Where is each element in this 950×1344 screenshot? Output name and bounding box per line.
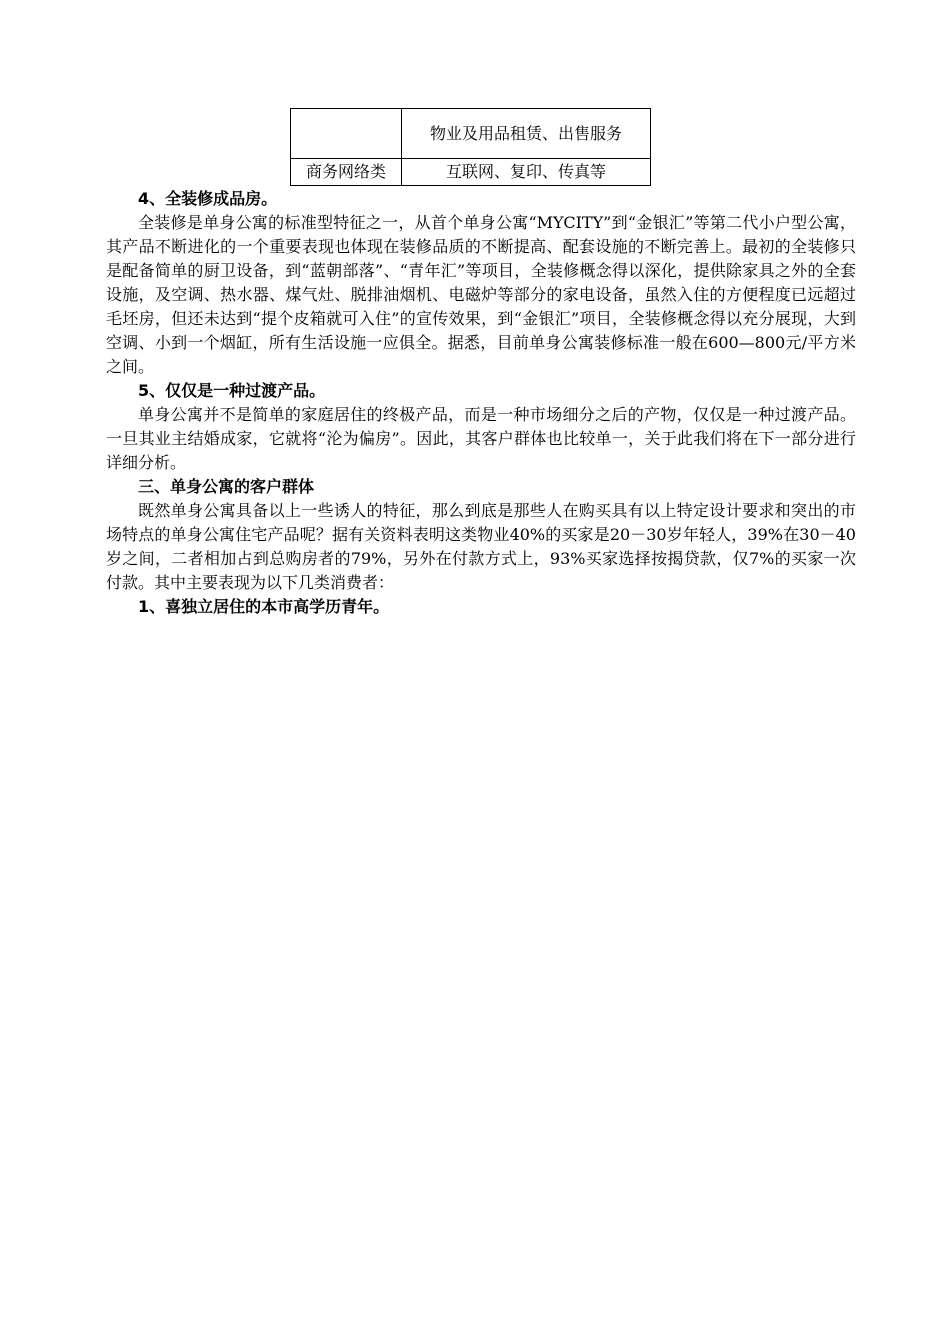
document-body bbox=[106, 187, 856, 619]
services-table bbox=[290, 108, 651, 186]
section-heading: 三、单身公寓的客户群体 bbox=[138, 477, 315, 496]
body-paragraph: 全装修是单身公寓的标准型特征之一，从首个单身公寓“MYCITY”到“金银汇”等第二代小户型公寓，其产品不断进化的一个重要表现也体现在装修品质的不断提高、配套设施的不断完善上。最初的全装修只是配备简单的厨卫设备，到“蓝朝部落”、“青年汇”等项目，全装修概念得以深化，提供除家具之外的全套设施，及空调、热水器、煤气灶、脱排油烟机、电磁炉等部分的家电设备，虽然入住的方便程度已远超过毛坯房，但还未达到“提个皮箱就可入住”的宣传效果，到“金银汇”项目，全装修概念得以充分展现，大到空调、小到一个烟缸，所有生活设施一应俱全。据悉，目前单身公寓装修标准一般在600—800元/平方米之间。 bbox=[106, 213, 856, 376]
table-cell-category bbox=[291, 109, 402, 159]
body-paragraph: 既然单身公寓具备以上一些诱人的特征，那么到底是那些人在购买具有以上特定设计要求和突出的市场特点的单身公寓住宅产品呢？据有关资料表明这类物业40%的买家是20－30岁年轻人，39%在30－40岁之间，二者相加占到总购房者的79%，另外在付款方式上，93%买家选择按揭贷款，仅7%的买家一次付款。其中主要表现为以下几类消费者： bbox=[106, 501, 856, 592]
section-heading: 1、喜独立居住的本市高学历青年。 bbox=[138, 597, 390, 616]
table-row bbox=[291, 159, 651, 186]
section-heading: 4、全装修成品房。 bbox=[138, 189, 278, 208]
table-cell-category: 商务网络类 bbox=[291, 159, 402, 186]
body-paragraph: 单身公寓并不是简单的家庭居住的终极产品，而是一种市场细分之后的产物，仅仅是一种过渡产品。一旦其业主结婚成家，它就将“沦为偏房”。因此，其客户群体也比较单一，关于此我们将在下一部分进行详细分析。 bbox=[106, 405, 856, 472]
table-cell-services: 互联网、复印、传真等 bbox=[402, 159, 651, 186]
section-heading: 5、仅仅是一种过渡产品。 bbox=[138, 381, 326, 400]
table-cell-services: 物业及用品租赁、出售服务 bbox=[402, 109, 651, 159]
table-row bbox=[291, 109, 651, 159]
